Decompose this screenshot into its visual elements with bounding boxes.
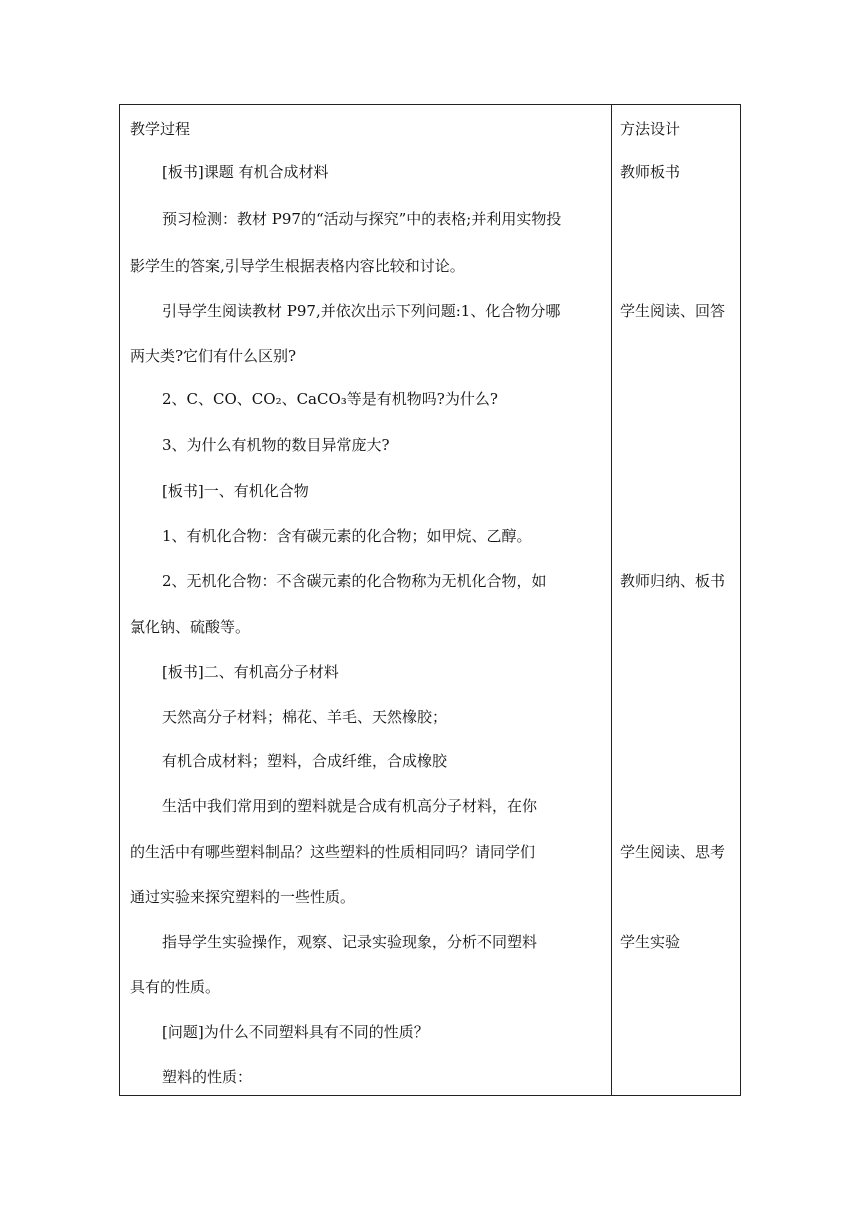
lesson-plan-table — [119, 104, 741, 1096]
board-organic-compounds-line: [板书]一、有机化合物 — [162, 482, 309, 500]
guide-reading-line: 引导学生阅读教材 P97,并依次出示下列问题:1、化合物分哪 — [162, 302, 561, 320]
natural-polymer-line: 天然高分子材料；棉花、羊毛、天然橡胶； — [162, 708, 448, 726]
guide-reading-continued-line: 两大类?它们有什么区别? — [130, 347, 297, 365]
experiment-guidance-continued-line: 具有的性质。 — [130, 978, 221, 996]
preview-check-continued-line: 影学生的答案,引导学生根据表格内容比较和讨论。 — [130, 257, 465, 275]
plastic-products-question-line: 的生活中有哪些塑料制品？这些塑料的性质相同吗？请同学们 — [130, 843, 536, 861]
question-two-line: 2、C、CO、CO₂、CaCO₃等是有机物吗?为什么? — [162, 390, 498, 408]
board-title-line: [板书]课题 有机合成材料 — [162, 163, 329, 181]
preview-check-line: 预习检测：教材 P97的“活动与探究”中的表格;并利用实物投 — [162, 210, 562, 228]
plastic-experiment-line: 通过实验来探究塑料的一些性质。 — [130, 888, 356, 906]
header-teaching-process: 教学过程 — [130, 120, 191, 138]
column-divider — [611, 105, 612, 1095]
plastic-life-line: 生活中我们常用到的塑料就是合成有机高分子材料，在你 — [162, 797, 538, 815]
method-teacher-board: 教师板书 — [620, 163, 681, 181]
inorganic-compound-examples-line: 氯化钠、硫酸等。 — [130, 618, 251, 636]
plastic-properties-label: 塑料的性质： — [162, 1068, 253, 1086]
synthetic-material-line: 有机合成材料；塑料，合成纤维，合成橡胶 — [162, 752, 448, 770]
question-three-line: 3、为什么有机物的数目异常庞大? — [162, 436, 390, 454]
method-student-reading-thinking: 学生阅读、思考 — [620, 843, 726, 861]
inorganic-compound-definition-line: 2、无机化合物：不含碳元素的化合物称为无机化合物，如 — [162, 572, 547, 590]
header-method-design: 方法设计 — [620, 120, 681, 138]
method-student-reading-answer: 学生阅读、回答 — [620, 302, 726, 320]
method-teacher-summary: 教师归纳、板书 — [620, 572, 726, 590]
experiment-guidance-line: 指导学生实验操作，观察、记录实验现象，分析不同塑料 — [162, 933, 538, 951]
board-polymer-materials-line: [板书]二、有机高分子材料 — [162, 663, 339, 681]
organic-compound-definition-line: 1、有机化合物：含有碳元素的化合物；如甲烷、乙醇。 — [162, 527, 532, 545]
question-plastic-properties-line: [问题]为什么不同塑料具有不同的性质？ — [162, 1023, 429, 1041]
method-student-experiment: 学生实验 — [620, 933, 681, 951]
